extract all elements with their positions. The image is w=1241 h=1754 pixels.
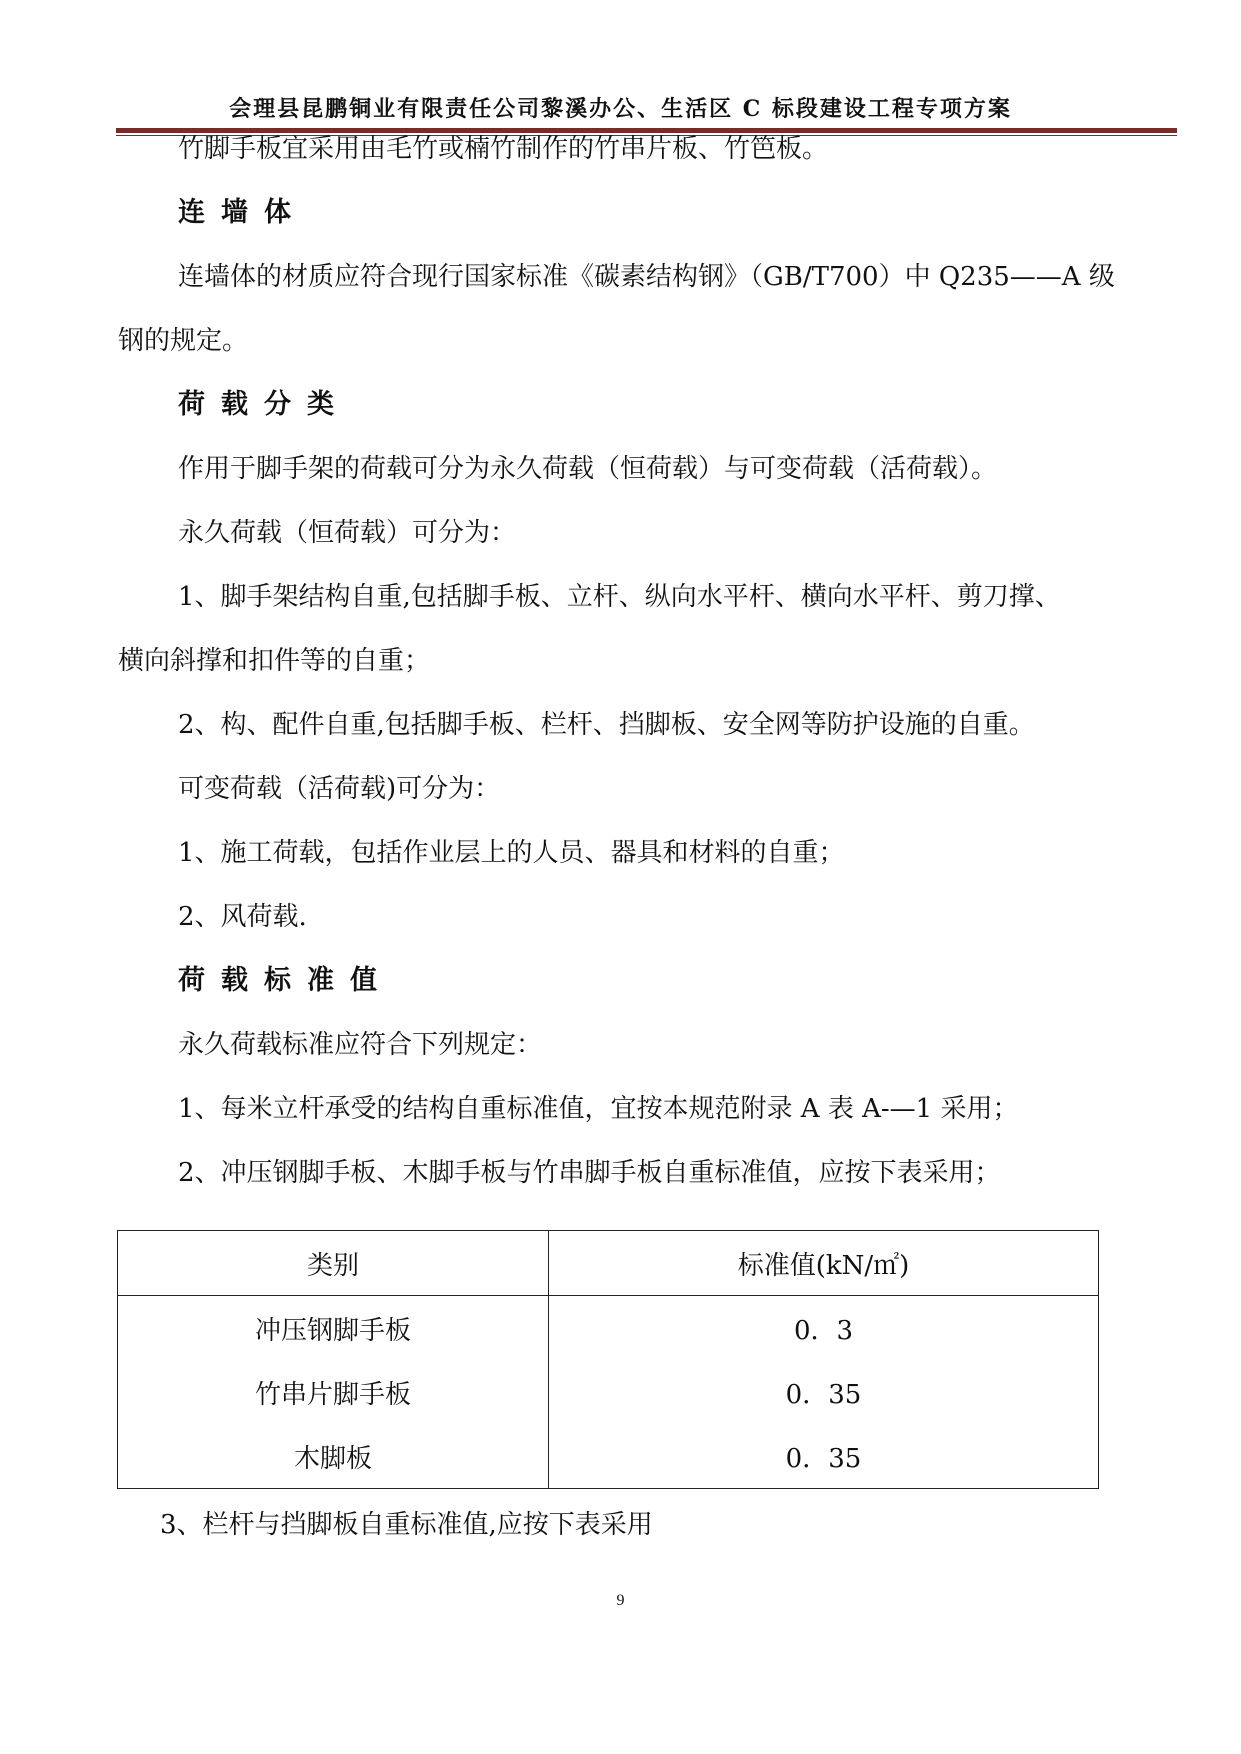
table-row <box>118 1424 1099 1489</box>
paragraph-standard-intro: 永久荷载标准应符合下列规定： <box>178 1030 543 1060</box>
table-row <box>118 1296 1099 1361</box>
section-heading-load-classification: 荷载分类 <box>178 389 350 420</box>
paragraph-permanent-load: 永久荷载（恒荷载）可分为： <box>178 518 517 548</box>
list-item-standard-3: 3、栏杆与挡脚板自重标准值,应按下表采用 <box>160 1510 653 1540</box>
table-header-standard-value: 标准值(kN/㎡) <box>549 1231 1099 1296</box>
list-item-permanent-1-line1: 1、脚手架结构自重,包括脚手板、立杆、纵向水平杆、横向水平杆、剪刀撑、 <box>178 582 1061 612</box>
table-cell-value: 0．3 <box>549 1296 1099 1361</box>
paragraph-load-types: 作用于脚手架的荷载可分为永久荷载（恒荷载）与可变荷载（活荷载）。 <box>178 454 998 484</box>
list-item-permanent-1-line2: 横向斜撑和扣件等的自重； <box>118 646 431 676</box>
section-heading-lianqiangti: 连墙体 <box>178 197 307 228</box>
scaffold-board-weight-table <box>117 1230 1099 1489</box>
section-heading-standard-values: 荷载标准值 <box>178 965 393 996</box>
table-cell-value: 0．35 <box>549 1424 1099 1489</box>
paragraph-variable-load: 可变荷载（活荷载)可分为： <box>178 774 501 804</box>
table-header-row <box>118 1231 1099 1296</box>
list-item-standard-2: 2、冲压钢脚手板、木脚手板与竹串脚手板自重标准值，应按下表采用； <box>178 1158 1001 1188</box>
page-number: 9 <box>616 1592 625 1609</box>
list-item-standard-1: 1、每米立杆承受的结构自重标准值，宜按本规范附录 A 表 A-—1 采用； <box>178 1094 1019 1124</box>
list-item-variable-2: 2、风荷载. <box>178 902 307 932</box>
table-cell-category: 冲压钢脚手板 <box>118 1296 549 1361</box>
list-item-variable-1: 1、施工荷载，包括作业层上的人员、器具和材料的自重； <box>178 838 845 868</box>
paragraph-bamboo-board: 竹脚手板宜采用由毛竹或楠竹制作的竹串片板、竹笆板。 <box>178 134 829 164</box>
paragraph-lianqiangti-line1: 连墙体的材质应符合现行国家标准《碳素结构钢》（GB/T700）中 Q235——A 级 <box>178 262 1115 292</box>
table-row <box>118 1360 1099 1424</box>
table-cell-category: 竹串片脚手板 <box>118 1360 549 1424</box>
list-item-permanent-2: 2、构、配件自重,包括脚手板、栏杆、挡脚板、安全网等防护设施的自重。 <box>178 710 1035 740</box>
table-header-category: 类别 <box>118 1231 549 1296</box>
table-cell-category: 木脚板 <box>118 1424 549 1489</box>
paragraph-lianqiangti-line2: 钢的规定。 <box>118 326 249 356</box>
document-header-title: 会理县昆鹏铜业有限责任公司黎溪办公、生活区 C 标段建设工程专项方案 <box>229 96 1012 122</box>
table-cell-value: 0．35 <box>549 1360 1099 1424</box>
